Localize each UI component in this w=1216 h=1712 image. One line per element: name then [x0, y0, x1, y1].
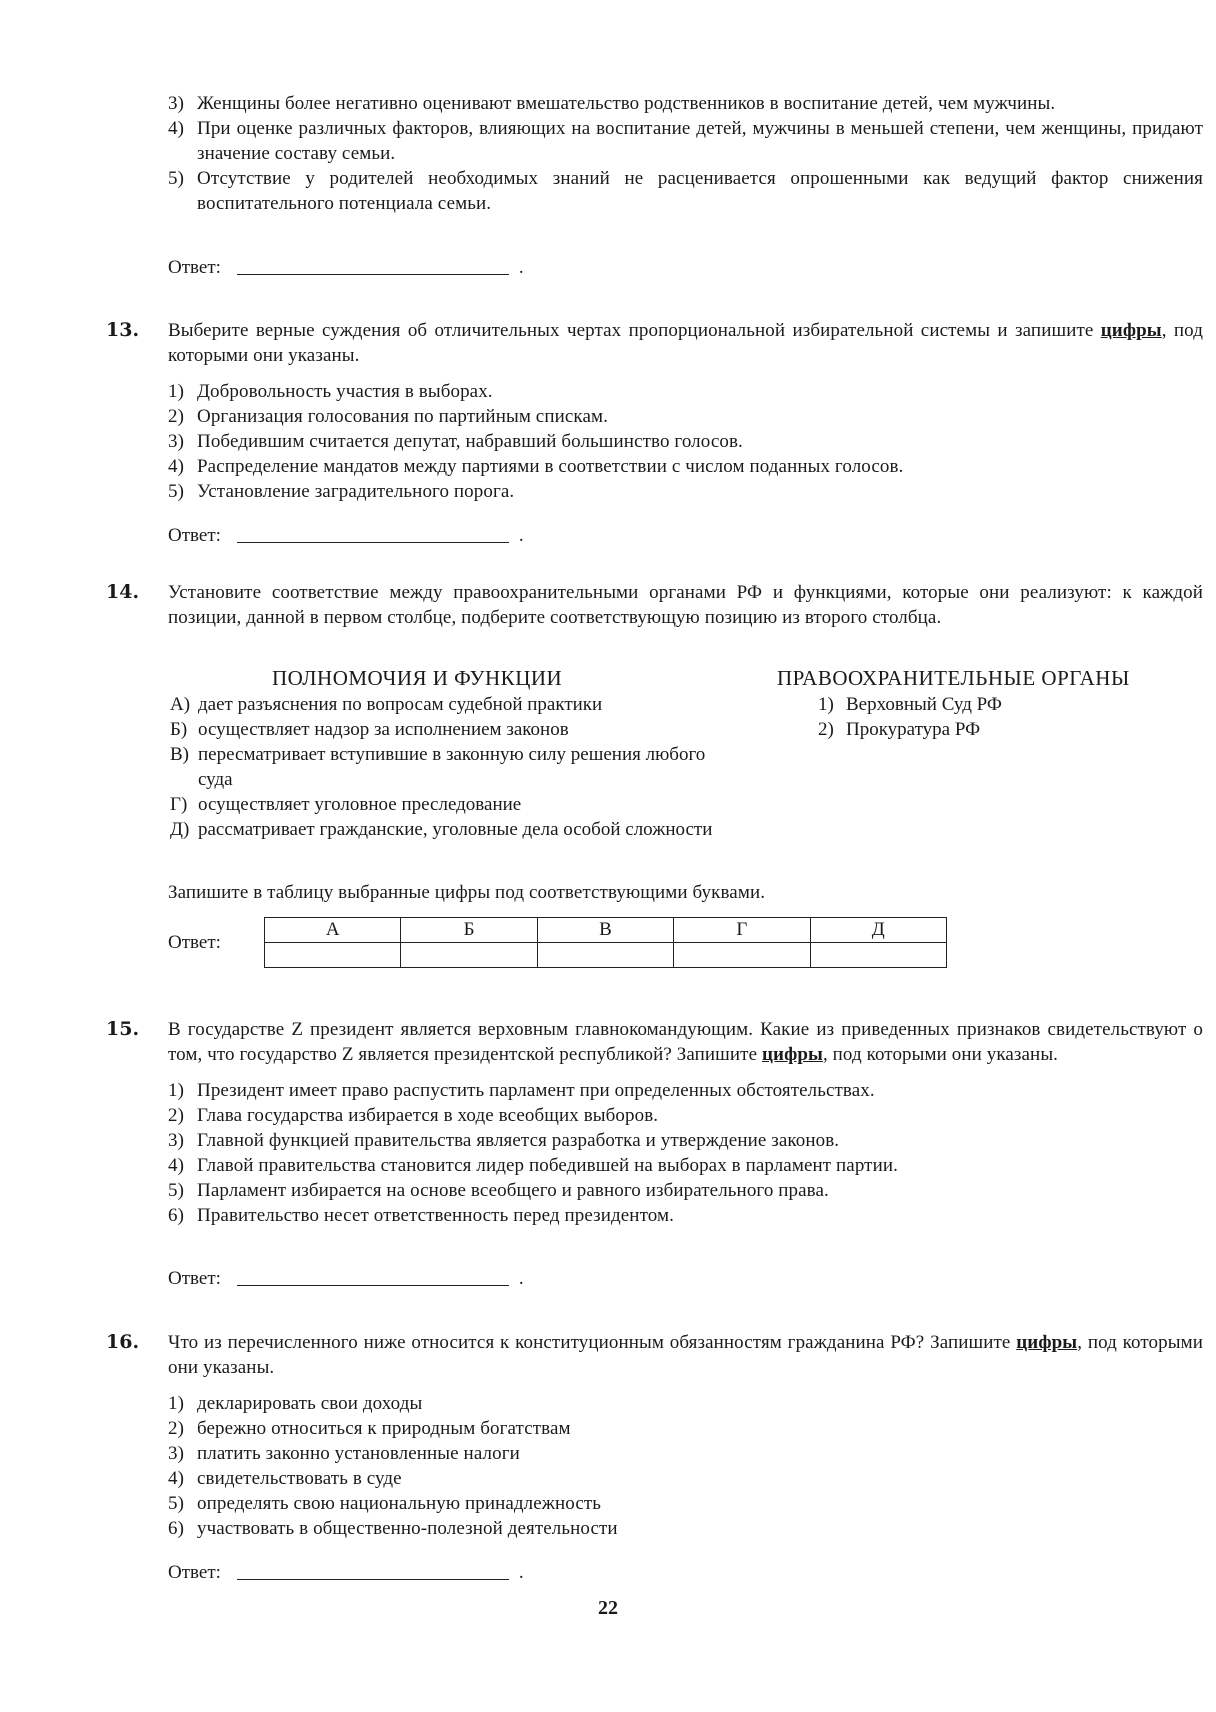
q13-option-5: 5) Установление заградительного порога. [168, 481, 515, 502]
q12-option-3: 3) Женщины более негативно оценивают вмешательство родственников в воспитание детей, чем мужчины. [168, 93, 1056, 114]
organ-item-1: 1) Верховный Суд РФ [818, 694, 1002, 715]
function-item-g: Г) осуществляет уголовное преследование [170, 794, 522, 815]
answer-period: . [518, 1562, 524, 1583]
q16-option-1: 1) декларировать свои доходы [168, 1393, 423, 1414]
q15-text: В государстве Z президент является верховным главнокомандующим. Какие из приведенных признаков свидетельствуют о том, что государство Z является президентской республикой? Запишите цифры, под которыми они указаны. [168, 1019, 1203, 1065]
q14-answer-table [264, 917, 947, 968]
answer-label: Ответ: [168, 1562, 221, 1583]
question-number: 14. [106, 581, 140, 603]
answer-cell-b[interactable] [401, 943, 537, 968]
question-number: 13. [106, 319, 140, 341]
table-header-cell: Г [674, 918, 810, 943]
q15-option-5: 5) Парламент избирается на основе всеобщего и равного избирательного права. [168, 1180, 829, 1201]
q15-option-6: 6) Правительство несет ответственность перед президентом. [168, 1205, 674, 1226]
answer-blank[interactable] [237, 1285, 509, 1286]
page-number: 22 [598, 1597, 618, 1619]
q16-option-4: 4) свидетельствовать в суде [168, 1468, 402, 1489]
q16-option-3: 3) платить законно установленные налоги [168, 1443, 520, 1464]
answer-period: . [518, 525, 524, 546]
q13-answer [168, 523, 524, 548]
q15-options [168, 1078, 1203, 1228]
q16-option-2: 2) бережно относиться к природным богатствам [168, 1418, 571, 1439]
answer-cell-d[interactable] [810, 943, 946, 968]
function-item-b: Б) осуществляет надзор за исполнением законов [170, 719, 569, 740]
q13-option-1: 1) Добровольность участия в выборах. [168, 381, 493, 402]
answer-cell-a[interactable] [265, 943, 401, 968]
question-number: 15. [106, 1018, 140, 1040]
q15-option-3: 3) Главной функцией правительства является разработка и утверждение законов. [168, 1130, 840, 1151]
organ-item-2: 2) Прокуратура РФ [818, 719, 981, 740]
q16-answer [168, 1560, 524, 1585]
q15-option-4: 4) Главой правительства становится лидер победившей на выборах в парламент партии. [168, 1155, 898, 1176]
q12-option-5: 5) Отсутствие у родителей необходимых знаний не расценивается опрошенными как ведущий фактор снижения воспитательного потенциала семьи. [168, 168, 1203, 214]
answer-label: Ответ: [168, 932, 221, 953]
q14 [168, 580, 1203, 630]
q16-option-6: 6) участвовать в общественно-полезной деятельности [168, 1518, 618, 1539]
q13-text: Выберите верные суждения об отличительных чертах пропорциональной избирательной системы и запишите цифры, под которыми они указаны. [168, 320, 1203, 366]
table-answer-row [265, 943, 947, 968]
function-item-d: Д) рассматривает гражданские, уголовные дела особой сложности [170, 819, 713, 840]
q15-option-1: 1) Президент имеет право распустить парламент при определенных обстоятельствах. [168, 1080, 875, 1101]
function-item-v: В) пересматривает вступившие в законную силу решения любого суда [170, 744, 706, 790]
table-header-cell: Б [401, 918, 537, 943]
answer-label: Ответ: [168, 257, 221, 278]
q16-option-5: 5) определять свою национальную принадлежность [168, 1493, 602, 1514]
q13-option-3: 3) Победившим считается депутат, набравший большинство голосов. [168, 431, 743, 452]
answer-blank[interactable] [237, 274, 509, 275]
q13-option-4: 4) Распределение мандатов между партиями в соответствии с числом поданных голосов. [168, 456, 904, 477]
q12-answer [168, 255, 524, 280]
q16-options [168, 1391, 1203, 1541]
q12-tail [168, 91, 1203, 216]
q16 [168, 1330, 1203, 1541]
answer-cell-v[interactable] [537, 943, 673, 968]
q12-option-4: 4) При оценке различных факторов, влияющих на воспитание детей, мужчины в меньшей степени, чем женщины, придают значение составу семьи. [168, 118, 1203, 164]
q14-table-instruction: Запишите в таблицу выбранные цифры под соответствующими буквами. [168, 882, 766, 903]
table-header-cell: В [537, 918, 673, 943]
answer-blank[interactable] [237, 542, 509, 543]
left-column-header: ПОЛНОМОЧИЯ И ФУНКЦИИ [272, 666, 563, 690]
answer-period: . [518, 257, 524, 278]
answer-label: Ответ: [168, 1268, 221, 1289]
q12-options [168, 91, 1203, 216]
q14-text: Установите соответствие между правоохранительными органами РФ и функциями, которые они реализуют: к каждой позиции, данной в первом столбце, подберите соответствующую позицию из второго столбца. [168, 582, 1203, 628]
q13 [168, 318, 1203, 504]
answer-blank[interactable] [237, 1579, 509, 1580]
q13-option-2: 2) Организация голосования по партийным спискам. [168, 406, 608, 427]
function-item-a: А) дает разъяснения по вопросам судебной практики [170, 694, 603, 715]
q16-text: Что из перечисленного ниже относится к конституционным обязанностям гражданина РФ? Запишите цифры, под которыми они указаны. [168, 1332, 1204, 1378]
right-column-header: ПРАВООХРАНИТЕЛЬНЫЕ ОРГАНЫ [777, 666, 1130, 690]
organs-list [818, 692, 1118, 742]
question-number: 16. [106, 1331, 140, 1353]
table-header-cell: Д [810, 918, 946, 943]
q15-option-2: 2) Глава государства избирается в ходе всеобщих выборов. [168, 1105, 659, 1126]
q14-answer-label-row [168, 930, 221, 955]
table-header-row [265, 918, 947, 943]
q15 [168, 1017, 1203, 1228]
q15-answer [168, 1266, 524, 1291]
answer-label: Ответ: [168, 525, 221, 546]
functions-list [170, 692, 760, 842]
q13-options [168, 379, 1203, 504]
answer-period: . [518, 1268, 524, 1289]
table-header-cell: А [265, 918, 401, 943]
answer-cell-g[interactable] [674, 943, 810, 968]
